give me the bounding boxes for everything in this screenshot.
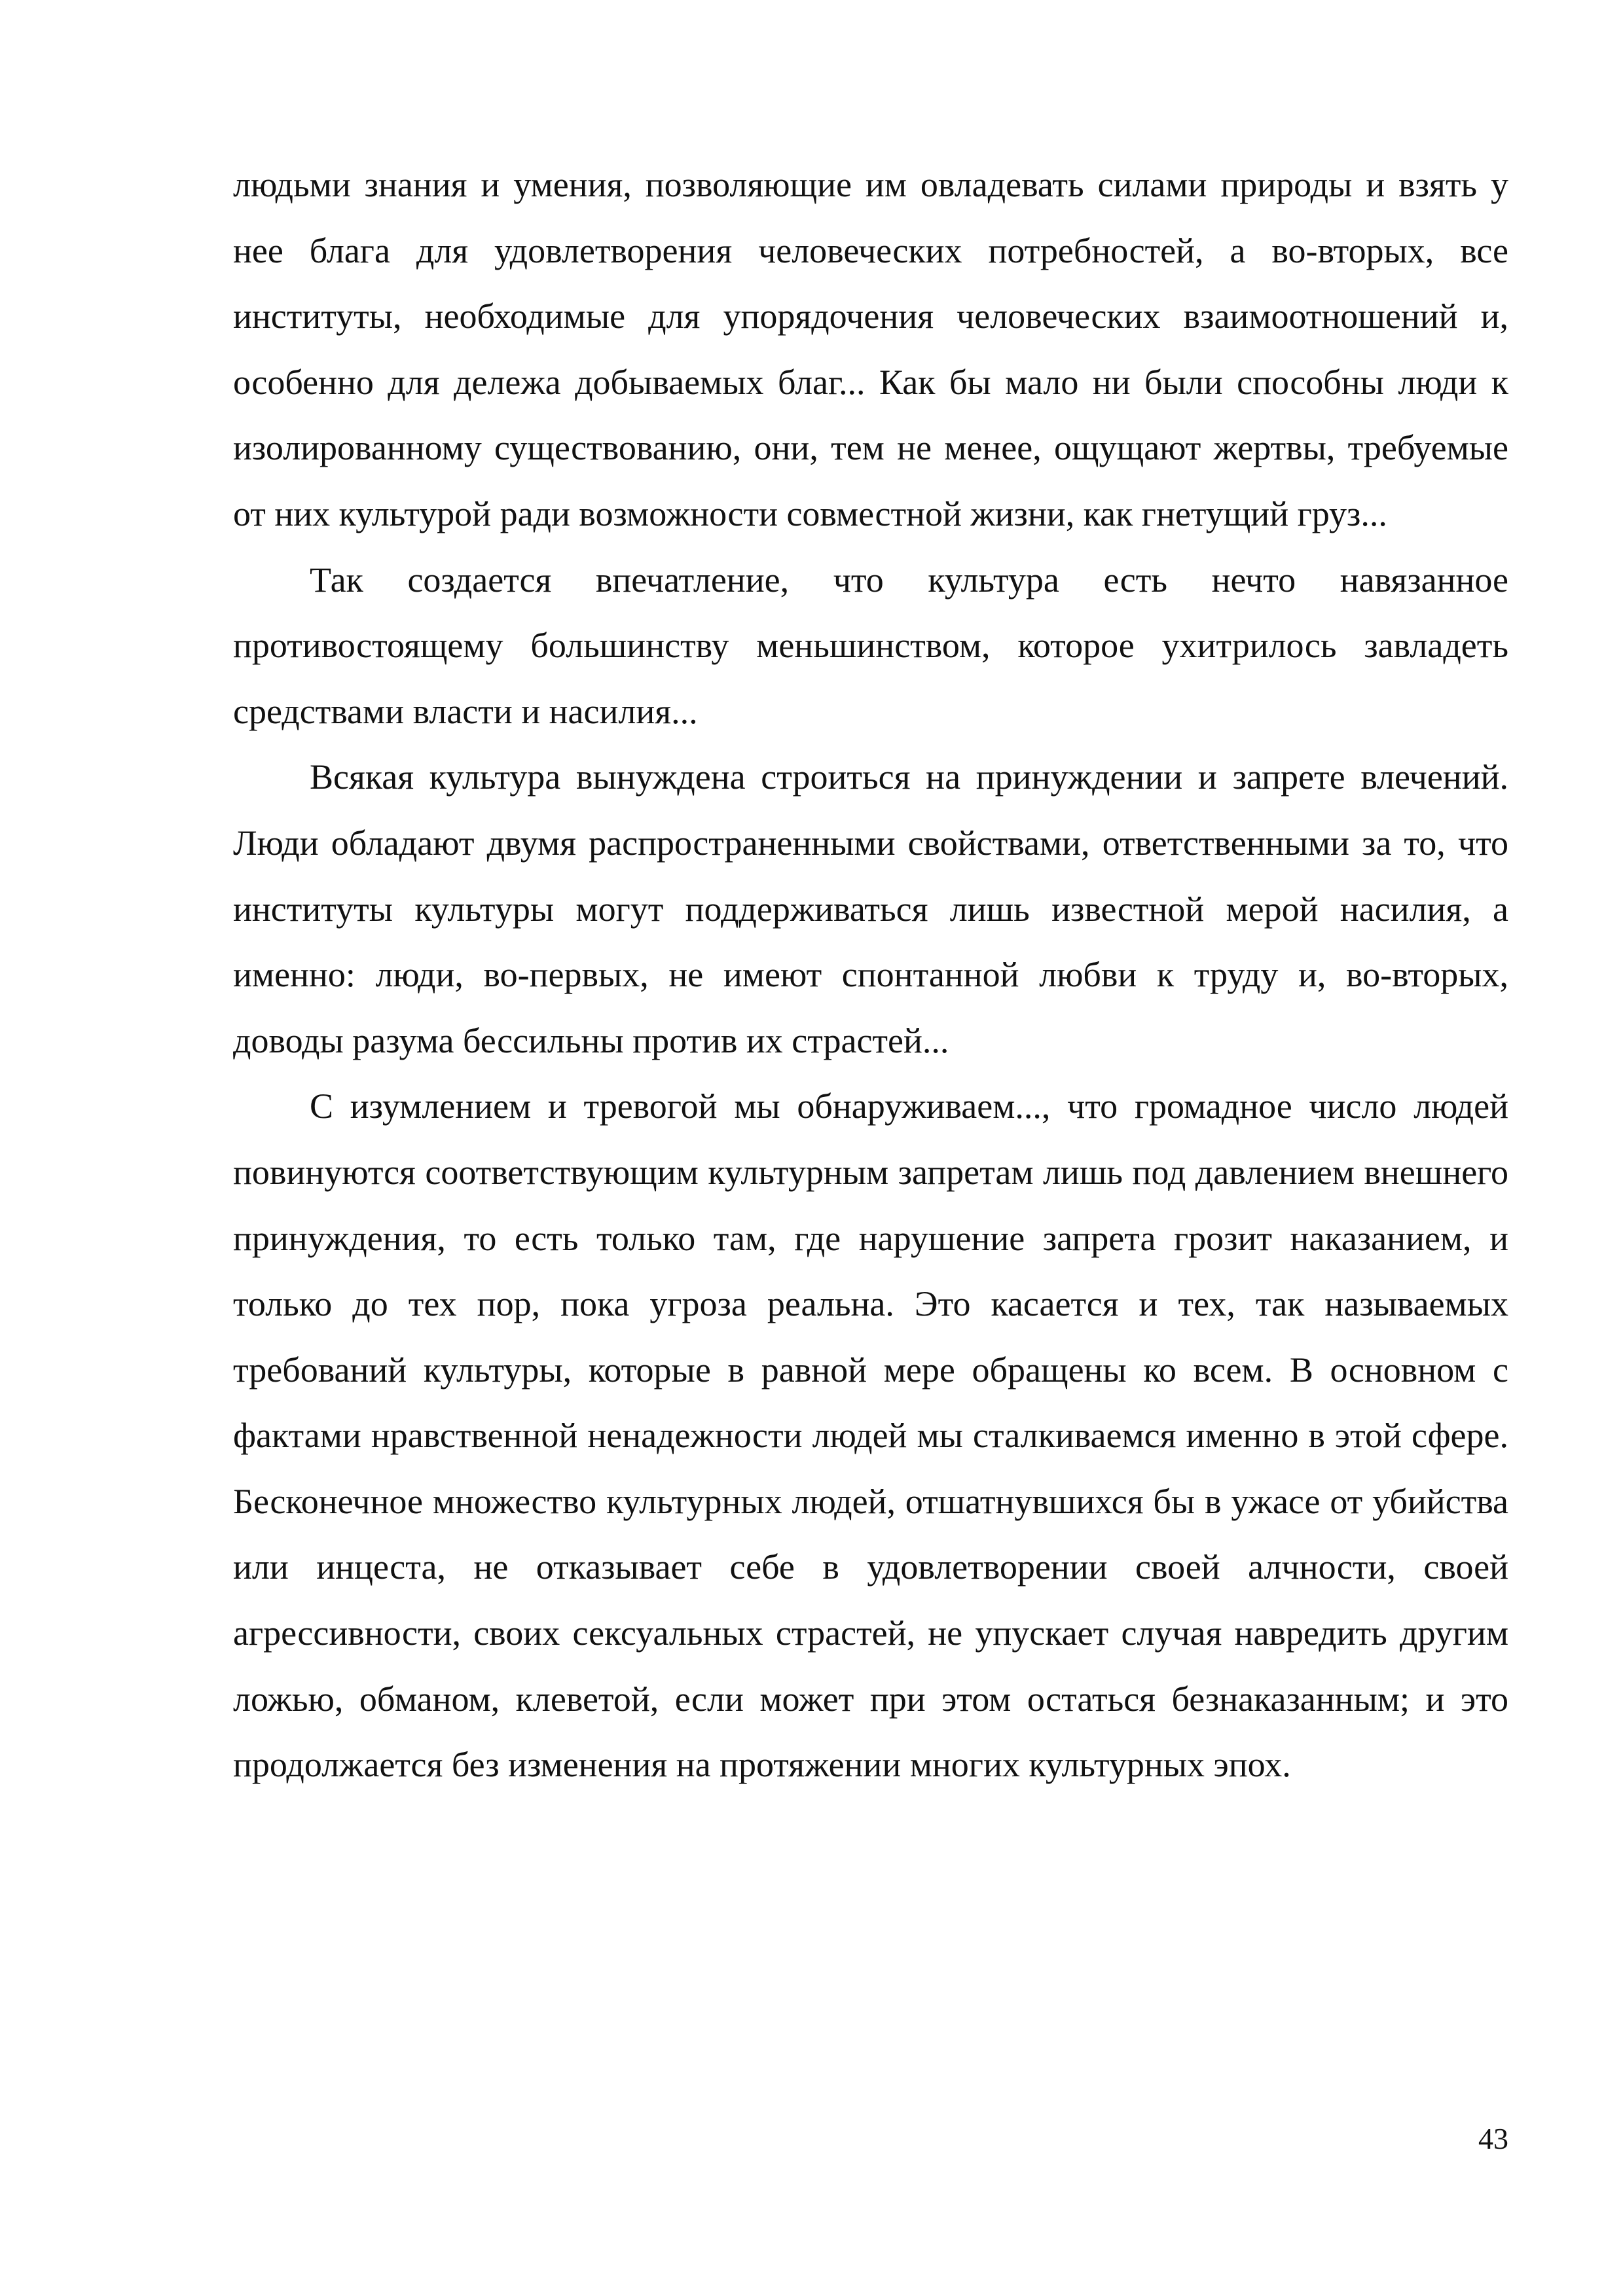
paragraph-continuation: людьми знания и умения, позволяющие им овладевать силами природы и взять у нее блага для удовлетворения человеческих потребностей, а во-вторых, все институты, необходимые для упорядочения человеческих взаимоотношений и, особенно для дележа добываемых благ... Как бы мало ни были способны люди к изолированному существованию, они, тем не менее, ощущают жертвы, требуемые от них культурой ради возможности совместной жизни, как гнетущий груз...: [233, 165, 1508, 533]
page-number: 43: [1478, 2122, 1508, 2155]
paragraph: Так создается впечатление, что культура есть нечто навязанное противостоящему большинству меньшинством, которое ухитрилось завладеть средствами власти и насилия...: [233, 560, 1508, 731]
paragraph: С изумлением и тревогой мы обнаруживаем..., что громадное число людей повинуются соответствующим культурным запретам лишь под давлением внешнего принуждения, то есть только там, где нарушение запрета грозит наказанием, и только до тех пор, пока угроза реальна. Это касается и тех, так называемых требований культуры, которые в равной мере обращены ко всем. В основном с фактами нравственной ненадежности людей мы сталкиваемся именно в этой сфере. Бесконечное множество культурных людей, отшатнувшихся бы в ужасе от убийства или инцеста, не отказывает себе в удовлетворении своей алчности, своей агрессивности, своих сексуальных страстей, не упускает случая навредить другим ложью, обманом, клеветой, если может при этом остаться безнаказанным; и это продолжается без изменения на протяжении многих культурных эпох.: [233, 1086, 1508, 1785]
body-text: [233, 152, 1508, 1798]
paragraph: Всякая культура вынуждена строиться на принуждении и запрете влечений. Люди обладают двумя распространенными свойствами, ответственными за то, что институты культуры могут поддерживаться лишь известной мерой насилия, а именно: люди, во-первых, не имеют спонтанной любви к труду и, во-вторых, доводы разума бессильны против их страстей...: [233, 757, 1508, 1060]
